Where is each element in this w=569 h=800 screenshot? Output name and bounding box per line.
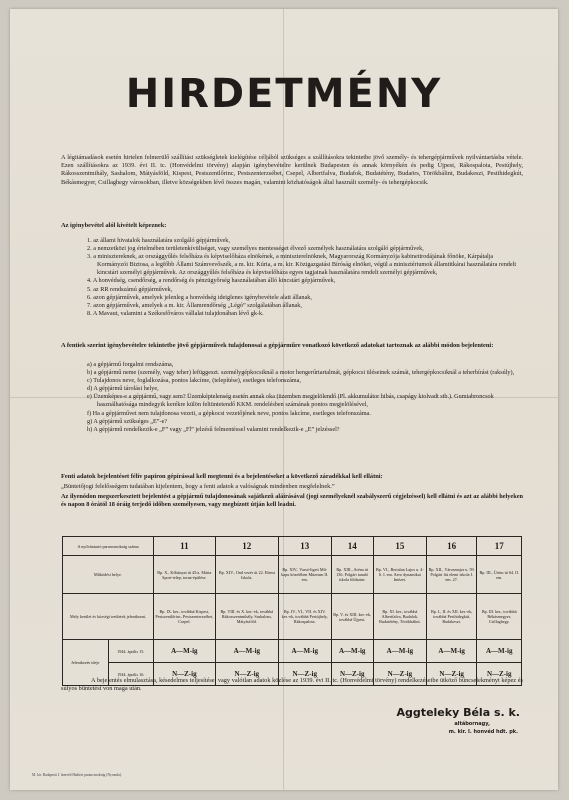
table-header-cell: 14 xyxy=(331,537,373,556)
table-header-cell: 15 xyxy=(373,537,426,556)
table-cell: Bp. IX. ker., továbbá Kispest, Pestszentlőrinc, Pestszenterzsébet, Csepel. xyxy=(154,594,216,640)
poster-title: HIRDETMÉNY xyxy=(125,71,443,117)
letter-range: N—Z-ig xyxy=(278,663,331,686)
paper-heading: Fenti adatok bejelentéset félív papiron gépírással kell megtenni és a bejelentéseket a következő záradékkal kell ellátni: xyxy=(61,473,383,480)
exempt-item: 2. a nemzetközi jog értelmében területenkívüliséget, vagy személyes mentességet élvező személyek használatára szolgáló gépjárművek, xyxy=(87,245,424,253)
date-cell: 1944. április 15. xyxy=(108,640,154,663)
report-item: c) Tulajdonos neve, foglalkozása, pontos lakcíme, (telepítése), esetleges telefonszáma, xyxy=(87,377,301,385)
table-cell: Bp. XIV., Varsó-ligeti Mű-kapu közelében Múzeum II. em. xyxy=(278,556,331,594)
letter-range: N—Z-ig xyxy=(154,663,216,686)
row-label: Jelentkezés ideje xyxy=(63,640,109,686)
report-heading: A fentiek szerint igénybevételre tekintetbe jövő gépjárművek tulajdonosai a gépjárműre vonatkozó következő adatokat tartoznak az alábbi módon bejelenteni: xyxy=(61,342,494,349)
deadline-paragraph: Az ilyenódon megszerkesztett bejelentést a gépjármű tulajdonosának sajátkezű aláírásával (jogi személyeknél szabályszerű cégjelzéssel) kell ellátni és azt az alábbi helyeken és napon 8 órától 18 óráig terjedő időben személyesen, vagy megbízott útján kell leadni. xyxy=(61,493,523,509)
intro-paragraph: A légitámadások esetén hirtelen felmerülő szállítási szükségletek kielégítése céljából szükséges a szállításokra tekintetbe jövő személy- és tehergépjárművek nyilvántartásba vétele. Ezen szállításokra az 1939. évi II. tc. (Honvédelmi törvény) alapján igénybevételre kerülnek Budapesten és annak környékén és pedig Újpest, Rákospalota, Pestújhely, Rákosszentmihály, Sashalom, Mátyásföld, Kispest, Pestszentlőrinc, Pestszenterzsébet, Csepel, Albertfalva, Budafok, Budatétény, Budaörs, Törökbálint, Budakeszi, Pestihidegkút, Békásmegyer, Csillaghegy városokban, illetve községekben lévő összes magán, valamint közhatóságok által használt személy- és tehergépkocsik. xyxy=(61,154,523,186)
registration-table xyxy=(62,536,522,686)
letter-range: N—Z-ig xyxy=(373,663,426,686)
table-cell: Bp. IV., VI., VII. és XIV. ker.-ek, továbbá Pestújhely, Rákospalota. xyxy=(278,594,331,640)
exempt-list xyxy=(61,237,523,318)
signature-name: Aggteleky Béla s. k. xyxy=(396,706,520,719)
letter-range: A—M-ig xyxy=(373,640,426,663)
letter-range: A—M-ig xyxy=(154,640,216,663)
report-item: g) A gépjármű szükséges „E”-e? xyxy=(87,417,168,425)
letter-range: A—M-ig xyxy=(477,640,522,663)
poster xyxy=(10,9,558,790)
report-item: e) Üzemképes-e a gépjármű, vagy sem? Üzemképtelenség esetén annak oka (üzemben megjelölendő (Pl. akkumulátor hibás, csapágy kiolvadt stb.). Gumiabroncsok használhatósága mindegyik kerékre külön feltüntetendő KKM. rendelésben számának pontos megjelölésével, xyxy=(87,393,494,409)
report-item: b) a gépjármű neme (személy, vagy teher) lefüggeszt. személygépkocsiknál a motor hengerűrtartalmát, gépkocsi üléseinek számát, tehergépkocsiknál a teherbírást (raksúly), xyxy=(87,369,515,377)
clause: „Büntetőjogi felelősségem tudatában kijelentem, hogy a fenti adatok a valóságnak mindenben megfelelnek.” xyxy=(61,483,335,490)
printer-note: M. kir. Budapesti I. honvéd Hadtest parancsnokság (Nyomda). xyxy=(32,773,122,777)
letter-range: A—M-ig xyxy=(215,640,278,663)
table-cell: Bp. XIV., Ond vezér út 22. Elemi Iskola. xyxy=(215,556,278,594)
exempt-item: 7. azon gépjárművek, amelyek a m. kir. Államrendőrség „Légó” szolgálatában állanak, xyxy=(87,301,302,309)
table-cell: Bp. VI., Bertalan Lajos u. 4-6. I. em. Aero dynamikai Intézet. xyxy=(373,556,426,594)
table-cell: Bp. III., Üröm út 64. II. em. xyxy=(477,556,522,594)
date-cell: 1944. április 16. xyxy=(108,663,154,686)
table-cell: Bp. V. és XIII. ker.-ek, továbbá Újpest. xyxy=(331,594,373,640)
table-cell: Bp. X., Kőbányai út 45/a. Márta Sport-telep; torna-épülése. xyxy=(154,556,216,594)
table-header-cell: 16 xyxy=(426,537,477,556)
letter-range: A—M-ig xyxy=(278,640,331,663)
report-item: h) A gépjármű rendelkezik-e „F” vagy „Fl” jelzésű felmentéssel valamint rendelkezik-e „E” jelzéssel? xyxy=(87,425,340,433)
letter-range: N—Z-ig xyxy=(331,663,373,686)
report-item: f) Ha a gépjárművet nem tulajdonosa vezeti, a gépkocsi vezetőjének neve, pontos lakcíme, esetleges telefonszáma. xyxy=(87,409,371,417)
letter-range: N—Z-ig xyxy=(477,663,522,686)
signature-rank: altábornagy, xyxy=(454,721,490,727)
table-cell: Bp. XI. ker., továbbá Albertfalva, Budafok, Budatétény, Törökbálint. xyxy=(373,594,426,640)
exempt-item: 5. az RR rendszámú gépjárművek, xyxy=(87,285,173,293)
report-item: d) A gépjármű tárolási helye, xyxy=(87,385,159,393)
report-list xyxy=(61,361,523,434)
row-label: Működési helye. xyxy=(63,556,154,594)
row-label: Mely kerület és községi területek jelentkezni. xyxy=(63,594,154,640)
table-header-cell: 11 xyxy=(154,537,216,556)
table-header-cell: 12 xyxy=(215,537,278,556)
exempt-item: 4. A honvédség, csendőrség, a rendőrség és pénzügyőrség használatában álló kincstári gépjárművek, xyxy=(87,277,336,285)
signature-unit: m. kir. I. honvéd hdt. pk. xyxy=(448,729,518,735)
letter-range: A—M-ig xyxy=(426,640,477,663)
table-cell: Bp. VIII. és X. ker.-ek, továbbá Rákosszentmihály, Sashalom, Mátyásföld. xyxy=(215,594,278,640)
table-corner: A nyilvántartó parancsnokság száma xyxy=(63,537,154,556)
letter-range: N—Z-ig xyxy=(426,663,477,686)
table-header-cell: 13 xyxy=(278,537,331,556)
table-cell: Bp. I., II. és XII. ker.-ek, továbbá Pesthidegkút, Budakeszi. xyxy=(426,594,477,640)
exempt-item: 3. a minisztereknek, az országgyűlés felsőháza és képviselőháza elnökének, a miniszterelnöknek, Magyarország Kormányzója kabinetirodájának főnöke, Kárpátalja Kormányzói Biztosa, a legfőbb Állami Számvevőszék, a m. kir. Kúria, a m. kir. Közigazgatási Bíróság elnökei, végül a minisztériumok államtitkárai használatára rendelt kincstári személyi gépjárművek. Az országgyűlés felsőháza és képviselőháza egyes tagjainak használatára rendelt személyi gépjárművek, xyxy=(87,253,517,277)
exempt-heading: Az igénybevétel alól kivételt képeznek: xyxy=(61,222,167,229)
table-cell: Bp. XII., Városmajor u. 59. Polgári fiú elemi iskola I. em. 27. xyxy=(426,556,477,594)
table-header-cell: 17 xyxy=(477,537,522,556)
table-cell: Bp. XIII., Aréna út 136. Polgári tanuló iskola földszint. xyxy=(331,556,373,594)
exempt-item: 1. az állami hivatalok használatára szolgáló gépjárművek, xyxy=(87,237,230,244)
letter-range: A—M-ig xyxy=(331,640,373,663)
exempt-item: 8. A Mavaut, valamint a Székesfőváros vállalat tulajdonában lévő gk-k. xyxy=(87,309,264,317)
exempt-item: 6. azon gépjárművek, amelyek jelenleg a honvédség ideiglenes igénybevétele alatt állanak, xyxy=(87,293,312,301)
letter-range: N—Z-ig xyxy=(215,663,278,686)
table-cell: Bp. III. ker., továbbá Békásmegyer, Csillaghegy. xyxy=(477,594,522,640)
report-item: a) a gépjármű forgalmi rendszáma, xyxy=(87,361,174,368)
penalty-paragraph: A bejelentés elmulasztása, késedelmes teljesítése, vagy valótlan adatok közlése az 1939. évi II. tc. (Honvédelmi törvény) rendelkezéseibe ütköző bűncselekményt képez és súlyos büntetést von maga után. xyxy=(61,677,523,693)
